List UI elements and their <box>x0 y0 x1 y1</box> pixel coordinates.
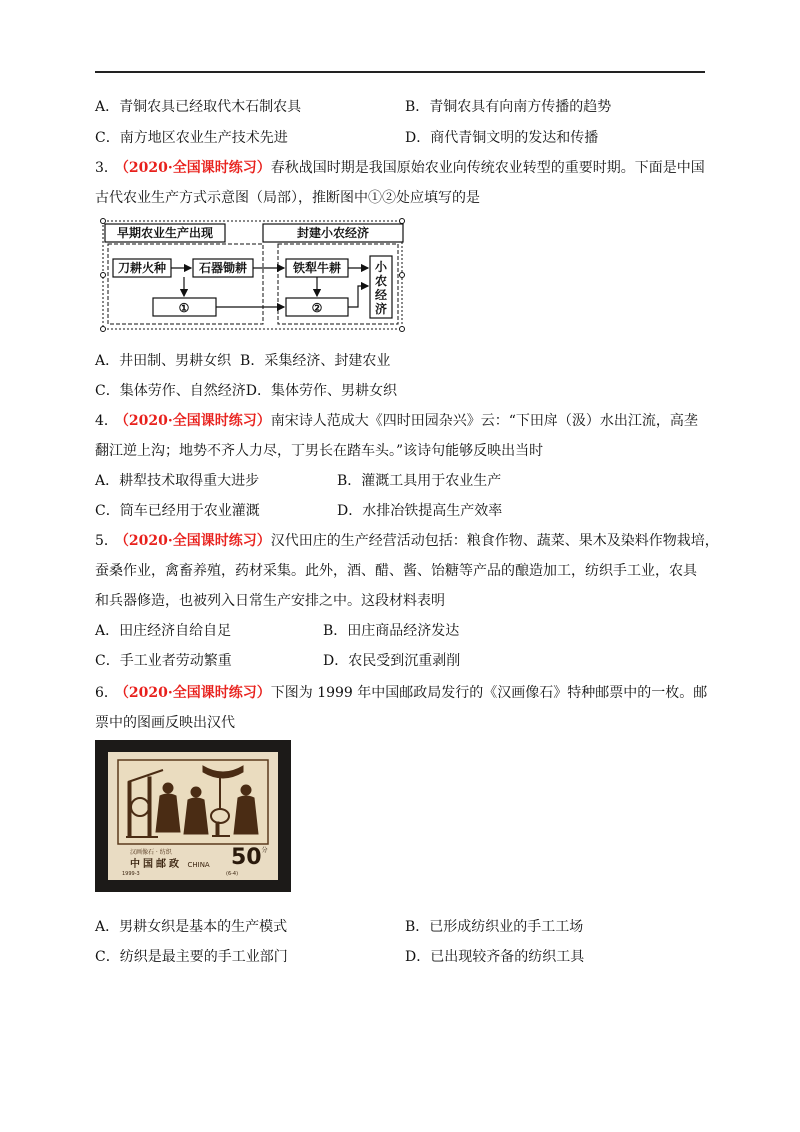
header-rule <box>95 71 705 73</box>
stamp-postal-name <box>130 855 210 870</box>
diagram-right-title: 封建小农经济 <box>296 226 370 240</box>
stamp-postal: 中国邮政 <box>130 859 182 870</box>
diagram-box-blank-one: ① <box>178 301 190 315</box>
stamp-paper <box>108 752 278 880</box>
diagram-box-blank-two: ② <box>311 301 323 315</box>
diagram-left-title: 早期农业生产出现 <box>116 226 214 240</box>
q5-text: 汉代田庄的生产经营活动包括：粮食作物、蔬菜、果木及染料作物栽培， <box>270 533 719 549</box>
q6-number: 6． <box>95 685 118 701</box>
q4-option-d: D．水排冶铁提高生产效率 <box>337 503 503 519</box>
stamp-serial-left: 1999-3 <box>122 871 140 877</box>
q5-number: 5． <box>95 533 118 549</box>
q2-option-c: C．南方地区农业生产技术先进 <box>95 130 288 146</box>
stamp-serial-right: (6-4) <box>226 871 239 877</box>
q4-stem-line2: 翻江逆上沟；地势不齐人力尽，丁男长在踏车头。”该诗句能够反映出当时 <box>95 443 544 459</box>
diagram-box-slash-burn: 刀耕火种 <box>117 261 167 275</box>
postage-stamp-image <box>95 740 291 892</box>
q4-stem-line1 <box>95 412 698 430</box>
diagram-vertical-char-2: 农 <box>374 274 388 288</box>
q3-option-b: B．采集经济、封建农业 <box>240 353 391 369</box>
farming-diagram <box>100 218 405 333</box>
diagram-vertical-char-3: 经 <box>374 288 388 302</box>
q5-option-c: C．手工业者劳动繁重 <box>95 653 232 669</box>
q4-option-c: C．筒车已经用于农业灌溉 <box>95 503 260 519</box>
stamp-value-number: 50 <box>231 845 262 870</box>
q3-text: 春秋战国时期是我国原始农业向传统农业转型的重要时期。下面是中国 <box>270 160 705 176</box>
q6-text: 下图为 1999 年中国邮政局发行的《汉画像石》特种邮票中的一枚。邮 <box>270 685 708 701</box>
q6-option-b: B．已形成纺织业的手工工场 <box>405 919 584 935</box>
q6-source-tag: （2020·全国课时练习） <box>121 685 271 701</box>
q6-stem-line2: 票中的图画反映出汉代 <box>95 715 235 731</box>
q5-stem-line3: 和兵器修造，也被列入日常生产安排之中。这段材料表明 <box>95 593 445 609</box>
stamp-caption: 汉画像石 · 纺织 <box>130 849 172 856</box>
q6-option-a: A．男耕女织是基本的生产模式 <box>95 919 288 935</box>
q5-option-b: B．田庄商品经济发达 <box>323 623 460 639</box>
stamp-value-unit: 分 <box>261 847 268 854</box>
q4-text: 南宋诗人范成大《四时田园杂兴》云：“下田戽（汲）水出江流，高垄 <box>270 413 698 429</box>
q4-option-a: A．耕犁技术取得重大进步 <box>95 473 260 489</box>
stamp-value <box>231 845 268 870</box>
diagram-box-iron-plough: 铁犁牛耕 <box>292 261 342 275</box>
q6-stem-line1 <box>95 684 707 702</box>
q3-option-a <box>95 352 390 370</box>
q3-number: 3． <box>95 160 118 176</box>
q3-stem-line1 <box>95 159 705 177</box>
q4-number: 4． <box>95 413 118 429</box>
q6-option-c: C．纺织是最主要的手工业部门 <box>95 949 288 965</box>
diagram-vertical-char-1: 小 <box>374 260 388 274</box>
q5-stem-line2: 蚕桑作业，禽畜养殖，药材采集。此外，酒、醋、酱、饴糖等产品的酿造加工，纺织手工业，农具 <box>95 563 697 579</box>
q5-stem-line1 <box>95 532 719 550</box>
q2-option-d: D．商代青铜文明的发达和传播 <box>405 130 599 146</box>
q5-option-a: A．田庄经济自给自足 <box>95 623 232 639</box>
q3-option-c-text: C．集体劳作、自然经济 <box>95 383 246 399</box>
q5-source-tag: （2020·全国课时练习） <box>121 533 271 549</box>
stamp-country: CHINA <box>187 861 210 869</box>
q3-option-a-text: A．井田制、男耕女织 <box>95 353 232 369</box>
q3-stem-line2: 古代农业生产方式示意图（局部），推断图中①②处应填写的是 <box>95 190 480 206</box>
q4-option-b: B．灌溉工具用于农业生产 <box>337 473 502 489</box>
q3-option-d: D．集体劳作、男耕女织 <box>245 383 397 399</box>
diagram-vertical-char-4: 济 <box>374 302 388 316</box>
q2-option-a: A．青铜农具已经取代木石制农具 <box>95 99 302 115</box>
q4-source-tag: （2020·全国课时练习） <box>121 413 271 429</box>
q3-source-tag: （2020·全国课时练习） <box>121 160 271 176</box>
q2-option-b: B．青铜农具有向南方传播的趋势 <box>405 99 612 115</box>
q6-option-d: D．已出现较齐备的纺织工具 <box>405 949 585 965</box>
q3-option-c <box>95 382 397 400</box>
q5-option-d: D．农民受到沉重剥削 <box>323 653 461 669</box>
diagram-box-stone-hoe: 石器锄耕 <box>198 261 248 275</box>
